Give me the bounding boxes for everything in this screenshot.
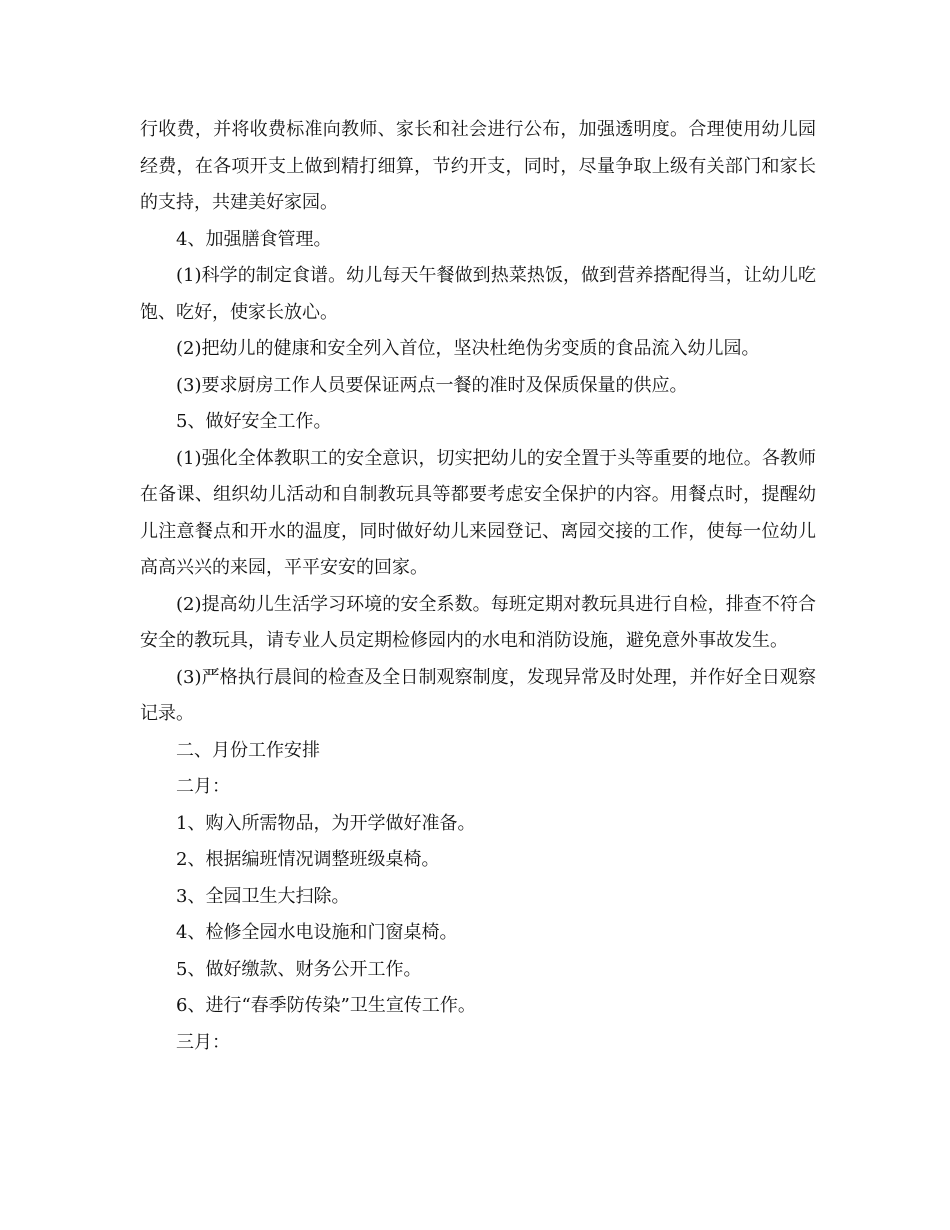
list-item-feb-3: 3、全园卫生大扫除。 [176,885,350,907]
paragraph-fee-and-funding: 行收费，并将收费标准向教师、家长和社会进行公布，加强透明度。合理使用幼儿园经费，在各项开支上做到精打细算，节约开支，同时，尽量争取上级有关部门和家长的支持，共建美好家园。 [140,119,816,213]
paragraph-meal-menu: (1)科学的制定食谱。幼儿每天午餐做到热菜热饭，做到营养搭配得当，让幼儿吃饱、吃好，使家长放心。 [140,265,816,323]
heading-february: 二月： [176,776,230,797]
list-item-feb-1: 1、购入所需物品，为开学做好准备。 [176,812,476,834]
list-item-feb-2: 2、根据编班情况调整班级桌椅。 [176,849,440,870]
heading-safety-work: 5、做好安全工作。 [176,411,332,432]
paragraph-safety-environment: (2)提高幼儿生活学习环境的安全系数。每班定期对教玩具进行自检，排查不符合安全的教玩具，请专业人员定期检修园内的水电和消防设施，避免意外事故发生。 [140,593,816,651]
paragraph-safety-awareness: (1)强化全体教职工的安全意识，切实把幼儿的安全置于头等重要的地位。各教师在备课、组织幼儿活动和自制教玩具等都要考虑安全保护的内容。用餐点时，提醒幼儿注意餐点和开水的温度，同时做好幼儿来园登记、离园交接的工作，使每一位幼儿高高兴兴的来园，平平安安的回家。 [140,447,816,578]
heading-monthly-plan: 二、月份工作安排 [176,739,320,761]
heading-meal-management: 4、加强膳食管理。 [176,228,332,250]
list-item-feb-6: 6、进行“春季防传染”卫生宣传工作。 [176,995,476,1016]
document-body [140,112,816,1061]
paragraph-meal-safety: (2)把幼儿的健康和安全列入首位，坚决杜绝伪劣变质的食品流入幼儿园。 [176,338,760,359]
paragraph-morning-check: (3)严格执行晨间的检查及全日制观察制度，发现异常及时处理，并作好全日观察记录。 [140,666,816,724]
paragraph-kitchen-staff: (3)要求厨房工作人员要保证两点一餐的准时及保质保量的供应。 [176,374,688,396]
heading-march: 三月： [176,1031,230,1053]
list-item-feb-4: 4、检修全园水电设施和门窗桌椅。 [176,922,458,943]
list-item-feb-5: 5、做好缴款、财务公开工作。 [176,958,422,980]
